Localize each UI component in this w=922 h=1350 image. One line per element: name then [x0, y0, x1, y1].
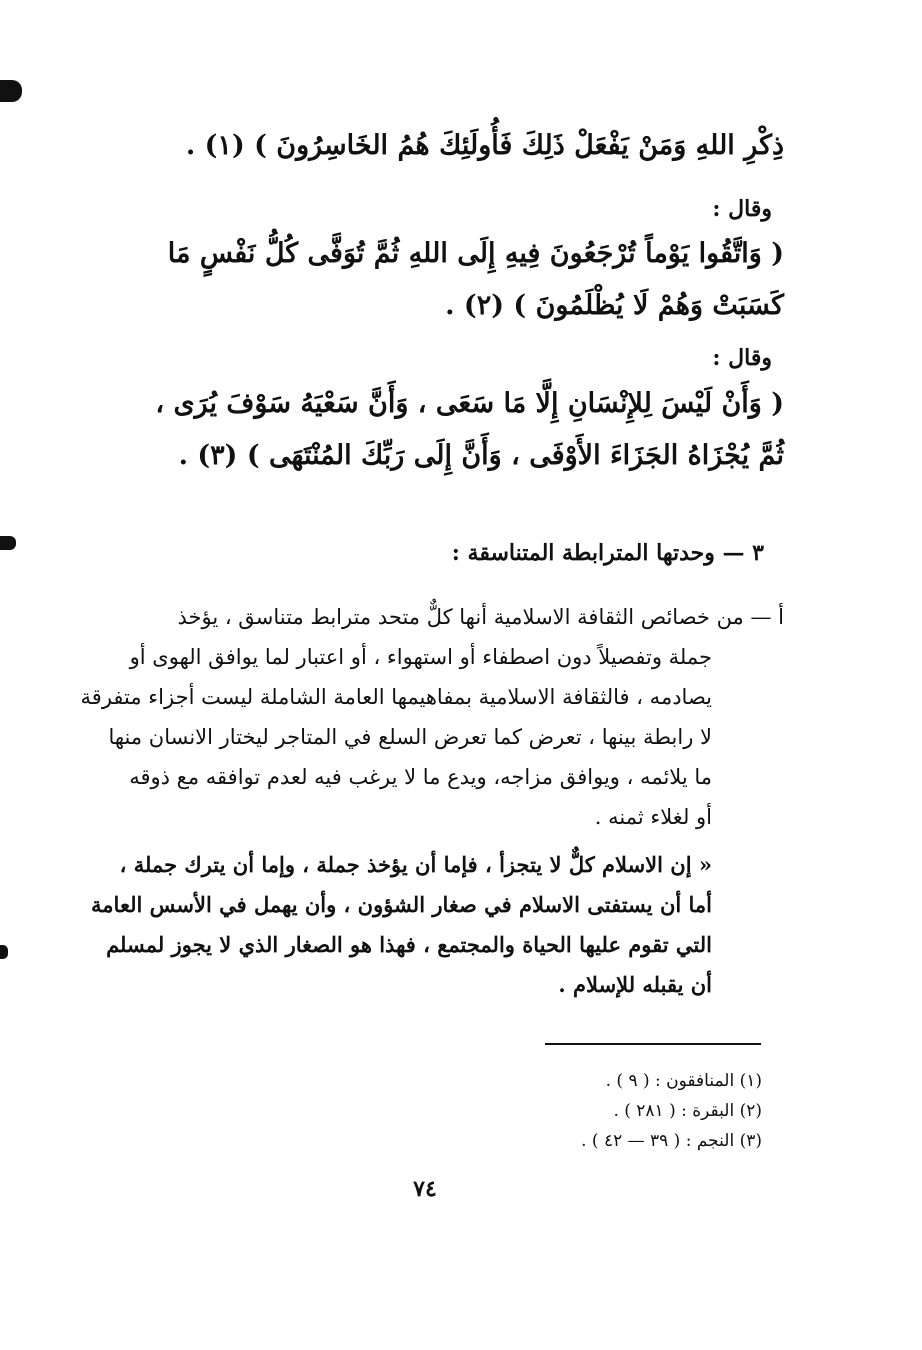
- paragraph-1-line-3: يصادمه ، فالثقافة الاسلامية بمفاهيمها العامة الشاملة ليست أجزاء متفرقة: [80, 685, 712, 709]
- footnote-2: (٢) البقرة : ( ٢٨١ ) .: [613, 1101, 762, 1121]
- said-label-2: وقال :: [712, 345, 772, 371]
- scan-edge-mark-middle: [0, 536, 16, 550]
- quote-2-line-1: ( وَاتَّقُوا يَوْماً تُرْجَعُونَ فِيهِ إِلَى اللهِ ثُمَّ تُوَفَّى كُلُّ نَفْسٍ مَا: [167, 238, 784, 269]
- paragraph-1-line-6: أو لغلاء ثمنه .: [594, 805, 712, 829]
- said-label-1: وقال :: [712, 196, 772, 222]
- page-number: ٧٤: [413, 1176, 437, 1202]
- footnote-3: (٣) النجم : ( ٣٩ — ٤٢ ) .: [581, 1131, 762, 1151]
- paragraph-1-line-5: ما يلائمه ، ويوافق مزاجه، ويدع ما لا يرغب فيه لعدم توافقه مع ذوقه: [129, 765, 712, 789]
- paragraph-2-line-1: « إن الاسلام كلٌّ لا يتجزأ ، فإما أن يؤخذ جملة ، وإما أن يترك جملة ،: [119, 852, 712, 877]
- paragraph-1-line-1: أ — من خصائص الثقافة الاسلامية أنها كلٌّ متحد مترابط متناسق ، يؤخذ: [177, 605, 784, 629]
- paragraph-2-line-4: أن يقبله للإسلام .: [558, 972, 712, 997]
- quote-3-line-2: ثُمَّ يُجْزَاهُ الجَزَاءَ الأَوْفَى ، وَأَنَّ إِلَى رَبِّكَ المُنْتَهَى ) (٣) .: [178, 440, 784, 471]
- quote-2-line-2: كَسَبَتْ وَهُمْ لَا يُظْلَمُونَ ) (٢) .: [445, 290, 784, 321]
- quote-1-line-1: ذِكْرِ اللهِ وَمَنْ يَفْعَلْ ذَلِكَ فَأُولَئِكَ هُمُ الخَاسِرُونَ ) (١) .: [185, 130, 784, 161]
- quote-3-line-1: ( وَأَنْ لَيْسَ لِلإِنْسَانِ إِلَّا مَا سَعَى ، وَأَنَّ سَعْيَهُ سَوْفَ يُرَى ،: [155, 388, 784, 419]
- section-heading: ٣ — وحدتها المترابطة المتناسقة :: [451, 540, 764, 566]
- paragraph-2-line-2: أما أن يستفتى الاسلام في صغار الشؤون ، وأن يهمل في الأسس العامة: [91, 892, 712, 917]
- paragraph-1-line-4: لا رابطة بينها ، تعرض كما تعرض السلع في المتاجر ليختار الانسان منها: [108, 725, 712, 749]
- paragraph-1-line-2: جملة وتفصيلاً دون اصطفاء أو استهواء ، أو اعتبار لما يوافق الهوى أو: [129, 645, 712, 669]
- paragraph-2-line-3: التي تقوم عليها الحياة والمجتمع ، فهذا هو الصغار الذي لا يجوز لمسلم: [106, 932, 712, 957]
- scan-edge-mark-top: [0, 80, 22, 102]
- footnote-separator: [545, 1043, 761, 1045]
- scan-edge-mark-lower: [0, 945, 8, 959]
- footnote-1: (١) المنافقون : ( ٩ ) .: [605, 1071, 762, 1091]
